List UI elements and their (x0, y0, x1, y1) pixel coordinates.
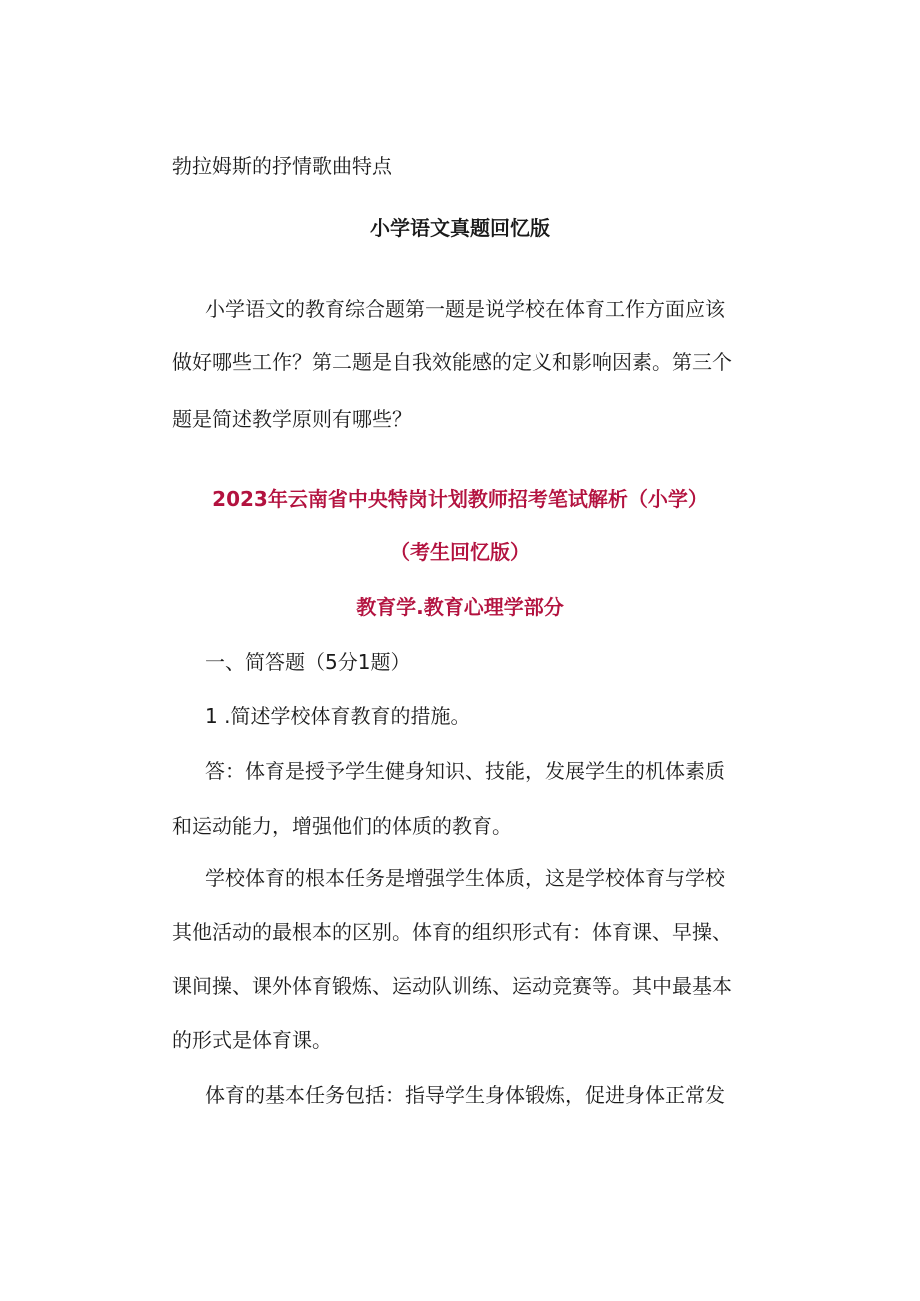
exam-subtitle: （考生回忆版） (390, 540, 530, 564)
question-type-heading: 一、简答题（5分1题） (205, 650, 411, 674)
paragraph-line: 体育的基本任务包括：指导学生身体锻炼，促进身体正常发 (205, 1083, 725, 1107)
paragraph-line: 课间操、课外体育锻炼、运动队训练、运动竞赛等。其中最基本 (172, 974, 732, 998)
top-heading: 勃拉姆斯的抒情歌曲特点 (172, 154, 392, 178)
paragraph-line: 学校体育的根本任务是增强学生体质，这是学校体育与学校 (205, 866, 725, 890)
answer-line: 和运动能力，增强他们的体质的教育。 (172, 814, 512, 838)
exam-title: 2023年云南省中央特岗计划教师招考笔试解析（小学） (212, 487, 708, 511)
paragraph-line: 题是简述教学原则有哪些？ (172, 407, 412, 431)
answer-line: 答：体育是授予学生健身知识、技能，发展学生的机体素质 (205, 759, 725, 783)
paragraph-line: 做好哪些工作？第二题是自我效能感的定义和影响因素。第三个 (172, 350, 732, 374)
paragraph-line: 其他活动的最根本的区别。体育的组织形式有：体育课、早操、 (172, 920, 732, 944)
section-title: 小学语文真题回忆版 (370, 216, 550, 240)
part-title: 教育学.教育心理学部分 (356, 595, 564, 619)
paragraph-line: 的形式是体育课。 (172, 1028, 332, 1052)
paragraph-line: 小学语文的教育综合题第一题是说学校在体育工作方面应该 (205, 297, 725, 321)
question-item: 1 .简述学校体育教育的措施。 (205, 704, 471, 728)
